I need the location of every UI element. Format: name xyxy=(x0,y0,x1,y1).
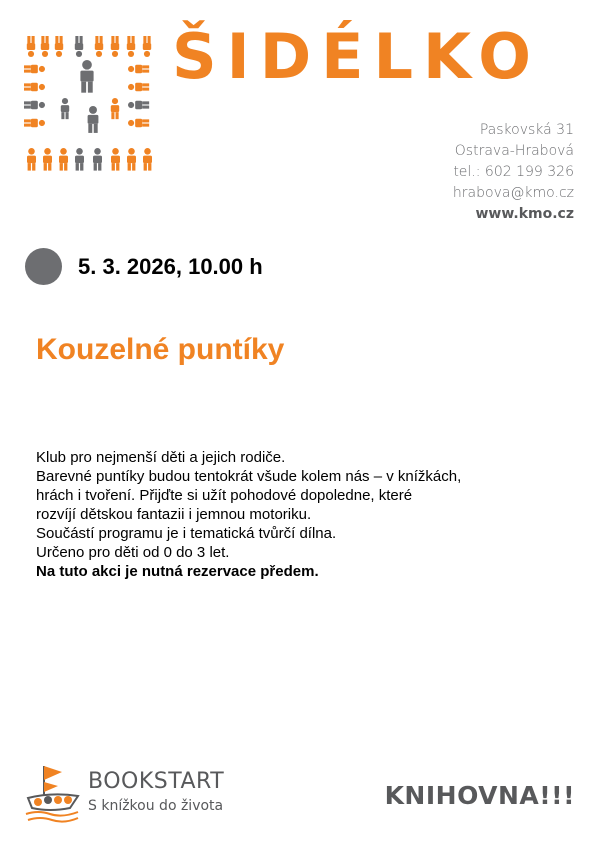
bookstart-tagline: S knížkou do života xyxy=(88,798,224,814)
event-datetime: 5. 3. 2026, 10.00 h xyxy=(78,254,263,279)
description-line: Určeno pro děti od 0 do 3 let. xyxy=(36,544,230,561)
event-description xyxy=(36,448,536,581)
description-line: Klub pro nejmenší děti a jejich rodiče. xyxy=(36,449,286,466)
description-line: hrách i tvoření. Přijďte si užít pohodové dopoledne, které xyxy=(36,487,413,504)
bookstart-logo xyxy=(22,762,242,826)
address-email[interactable]: hrabova@kmo.cz xyxy=(452,185,574,201)
date-bullet-icon xyxy=(25,248,62,285)
reservation-note: Na tuto akci je nutná rezervace předem. xyxy=(36,563,319,580)
address-street: Paskovská 31 xyxy=(479,122,574,138)
knihovna-logo: KNIHOVNA!!! xyxy=(384,781,575,810)
description-line: rozvíjí dětskou fantazii i jemnou motoriku. xyxy=(36,506,312,523)
description-line: Barevné puntíky budou tentokrát všude kolem nás – v knížkách, xyxy=(36,468,462,485)
address-phone: tel.: 602 199 326 xyxy=(453,164,574,180)
book-ship-logo-icon xyxy=(22,762,84,826)
address-city: Ostrava-Hrabová xyxy=(454,143,574,159)
event-title: Kouzelné puntíky xyxy=(36,333,285,366)
brand-title: ŠIDÉLKO xyxy=(172,20,542,93)
people-grid-logo-icon xyxy=(24,36,160,172)
bookstart-name: BOOKSTART xyxy=(88,769,225,794)
contact-address xyxy=(453,120,574,225)
description-line: Součástí programu je i tematická tvůrčí dílna. xyxy=(36,525,337,542)
address-web-link[interactable]: www.kmo.cz xyxy=(475,206,574,222)
